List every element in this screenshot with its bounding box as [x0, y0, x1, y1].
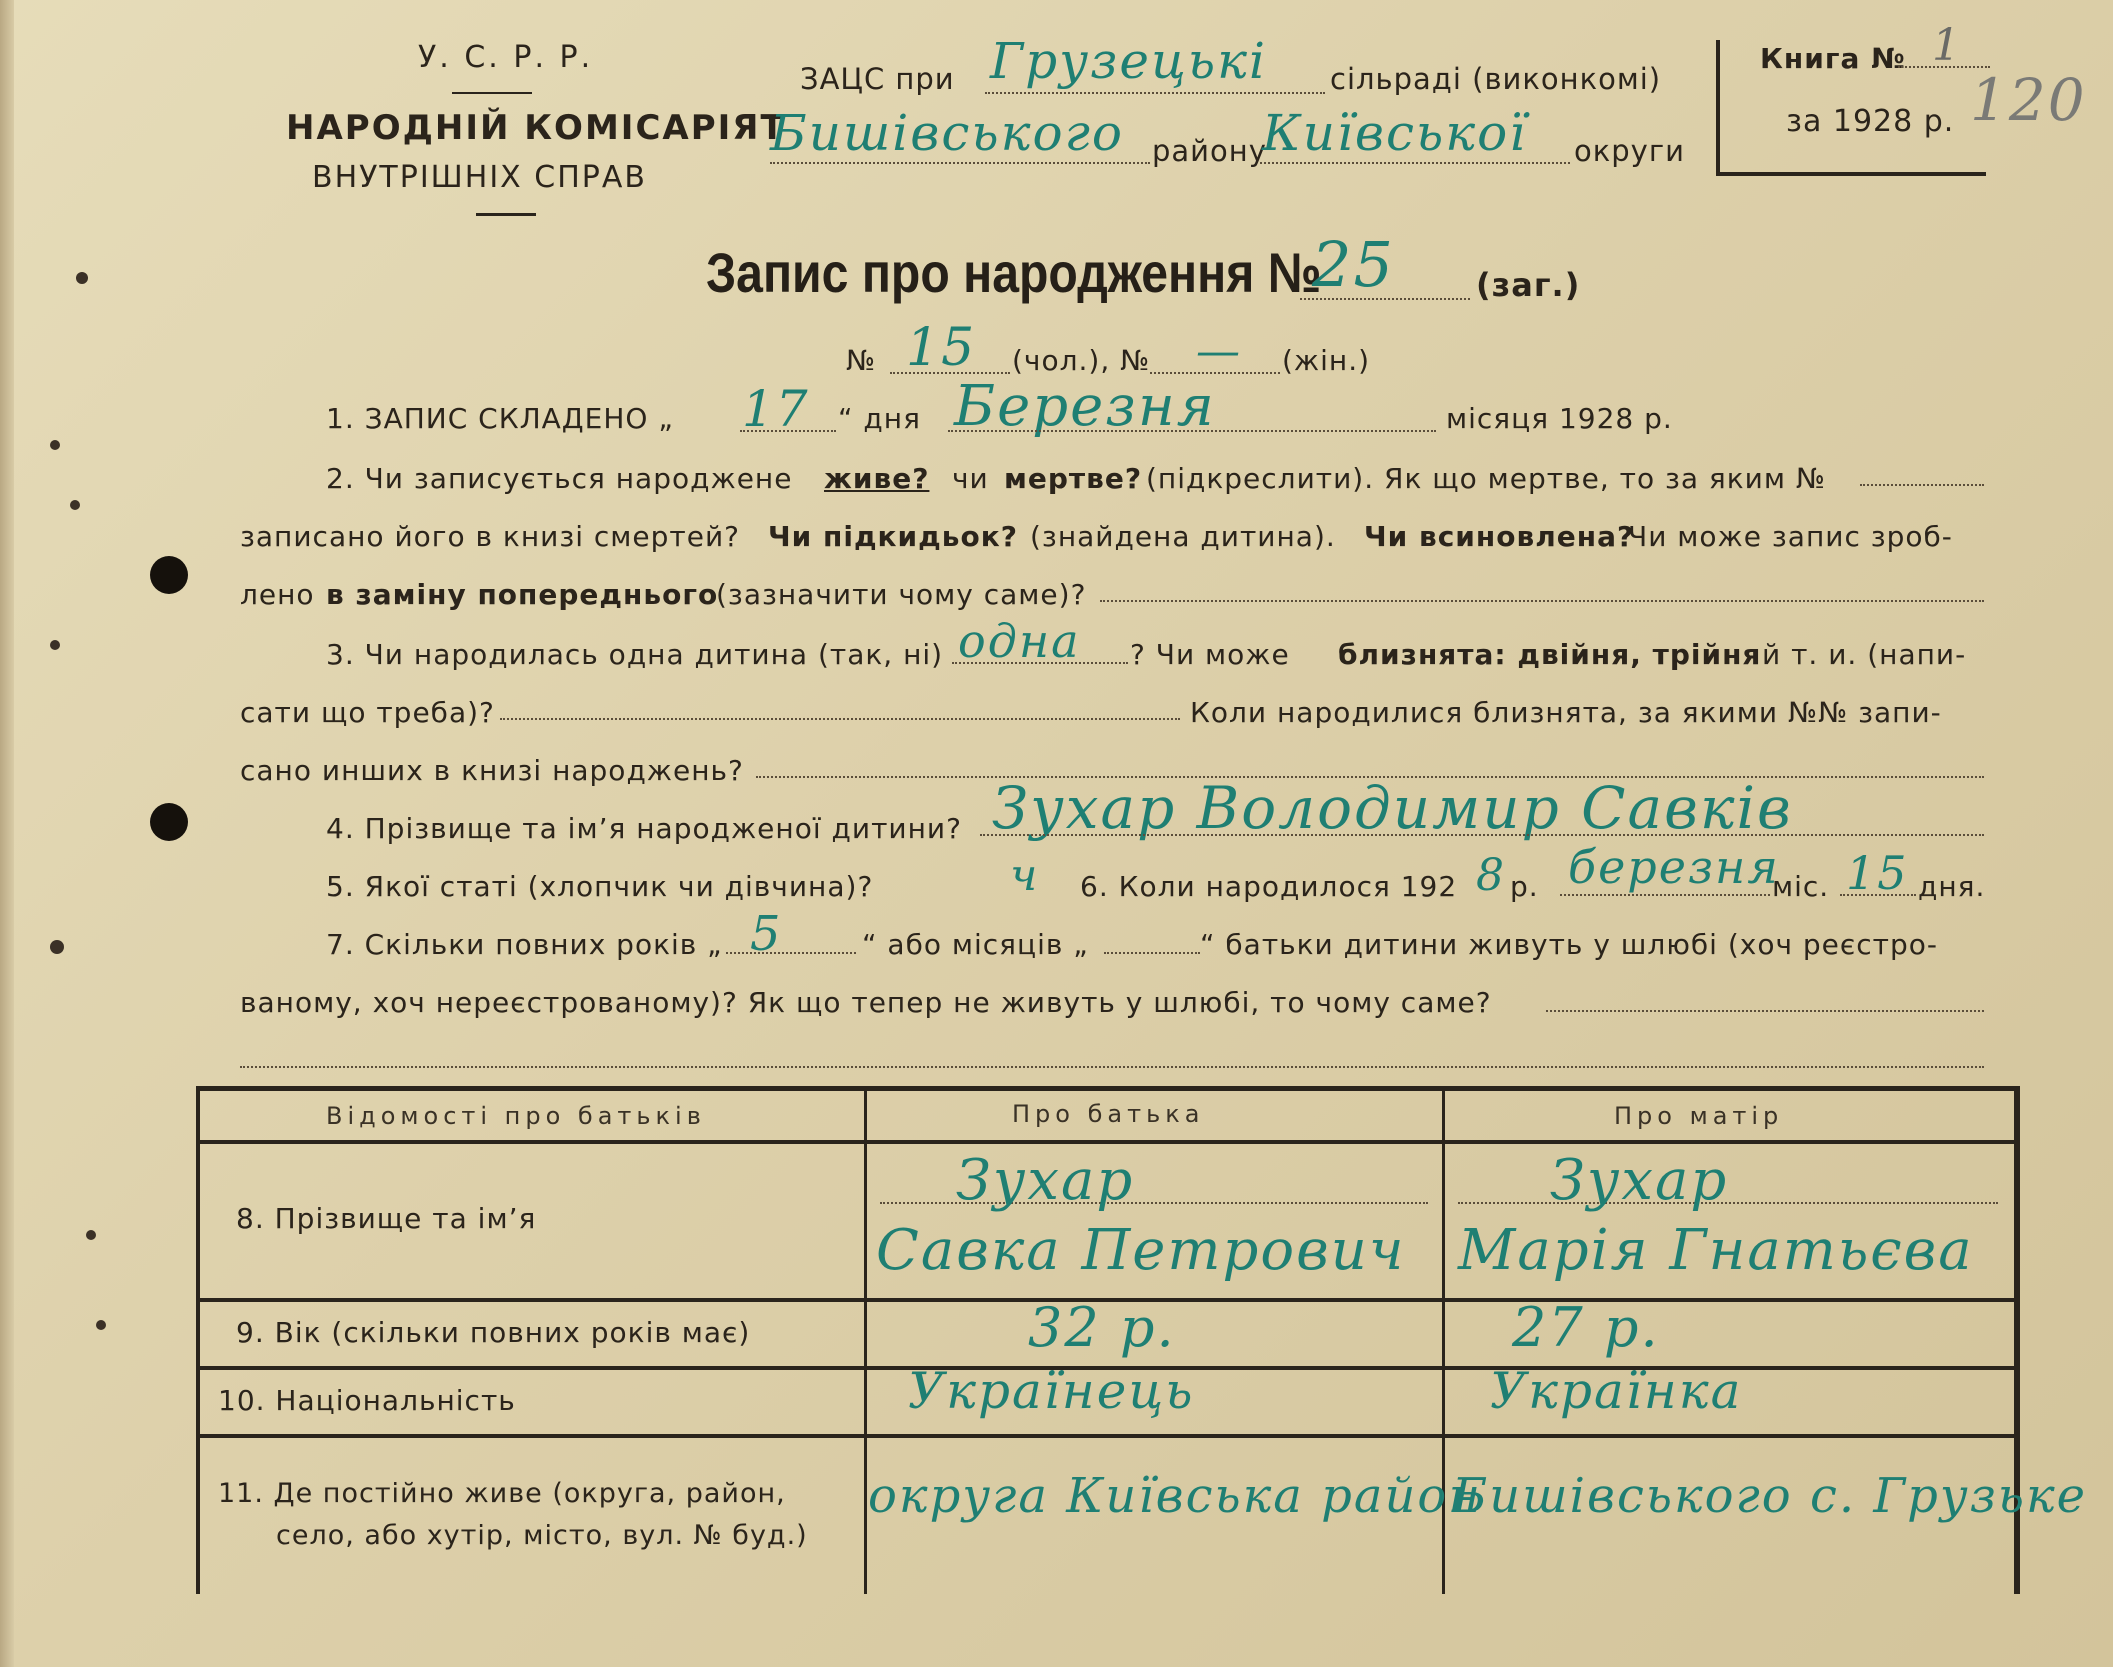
mother-surname-handwritten: Зухар	[1550, 1148, 1729, 1213]
q6-r: р.	[1510, 870, 1539, 903]
book-year: за 1928 р.	[1786, 104, 1955, 139]
raion-field	[770, 162, 1150, 164]
q7-years-handwritten: 5	[750, 906, 783, 962]
row-age-label: 9. Вік (скільки повних років має)	[236, 1316, 751, 1349]
q3-answer-handwritten: одна	[958, 614, 1081, 668]
father-surname-handwritten: Зухар	[956, 1148, 1135, 1213]
pin-mark	[76, 272, 88, 284]
okruga-label: округи	[1574, 134, 1685, 168]
pin-mark	[50, 440, 60, 450]
parents-table	[196, 1086, 2088, 1594]
record-title: Запис про народження №	[706, 241, 1322, 304]
q3-line2-a: сати що треба)?	[240, 696, 495, 729]
q7-reason-field-2	[240, 1066, 1984, 1068]
council-suffix: сільраді (виконкомі)	[1330, 62, 1662, 96]
q3-line1-b: ? Чи може	[1130, 638, 1290, 671]
q2-line2-c: (знайдена дитина).	[1030, 520, 1336, 553]
header-divider	[452, 92, 532, 94]
page-edge-shadow	[0, 0, 14, 1667]
table-header-mother: Про матір	[1614, 1102, 1784, 1130]
q2-alive-option[interactable]: живе?	[824, 462, 930, 495]
okruga-field	[1260, 162, 1570, 164]
q1-suffix: місяця 1928 р.	[1446, 402, 1673, 435]
male-label: (чол.), №	[1012, 344, 1151, 377]
q6-month-handwritten: березня	[1568, 840, 1780, 894]
q7-c: “ батьки дитини живуть у шлюбі (хоч реєстро-	[1200, 928, 1938, 961]
q5-label: 5. Якої статі (хлопчик чи дівчина)?	[326, 870, 874, 903]
row-name-label: 8. Прізвище та ім’я	[236, 1202, 537, 1235]
table-header-divider	[196, 1140, 2020, 1144]
raion-label: району	[1152, 134, 1267, 168]
header-ministry-line2: ВНУТРІШНІХ СПРАВ	[312, 160, 647, 195]
q4-child-name-handwritten: Зухар Володимир Савків	[992, 774, 1793, 842]
q1-month-handwritten: Березня	[954, 374, 1216, 439]
punch-hole-upper	[150, 556, 188, 594]
q1-day-field	[740, 430, 836, 432]
book-box-left-border	[1716, 40, 1720, 174]
book-box-bottom-border	[1716, 172, 1986, 176]
table-top-border	[196, 1086, 2020, 1091]
q2-replacement: в заміну попереднього	[326, 578, 719, 611]
q7-reason-field	[1546, 1010, 1984, 1012]
raion-handwritten: Бишівського	[770, 104, 1124, 162]
book-label: Книга №	[1760, 42, 1906, 75]
okruga-handwritten: Київської	[1262, 104, 1528, 162]
row-residence-label-2: село, або хутір, місто, вул. № буд.)	[276, 1520, 808, 1551]
male-number-handwritten: 15	[906, 318, 977, 378]
q6-mis: міс.	[1772, 870, 1830, 903]
father-residence-handwritten: округа Київська район	[868, 1468, 1482, 1524]
mother-nationality-handwritten: Українка	[1490, 1362, 1743, 1420]
table-header-father: Про батька	[1012, 1100, 1205, 1128]
q2-adopted: Чи всиновлена?	[1364, 520, 1635, 553]
q2-dead-option[interactable]: мертве?	[1004, 462, 1143, 495]
female-number-handwritten: —	[1196, 326, 1242, 377]
q2-line3-a: лено	[240, 578, 315, 611]
header-ministry-line1: НАРОДНІЙ КОМІСАРІЯТ	[286, 108, 786, 148]
q5-sex-handwritten: ч	[1010, 850, 1040, 901]
q7-a: 7. Скільки повних років „	[326, 928, 723, 961]
table-left-border	[196, 1086, 200, 1594]
q1-mid: “ дня	[838, 402, 921, 435]
q2-line1-a: 2. Чи записується народжене	[326, 462, 793, 495]
record-number-field	[1300, 298, 1470, 300]
mother-age-handwritten: 27 р.	[1512, 1296, 1660, 1359]
q3-line1-a: 3. Чи народилась одна дитина (так, ні)	[326, 638, 944, 671]
record-title-suffix: (заг.)	[1476, 266, 1581, 304]
punch-hole-lower	[150, 803, 188, 841]
q6-year-handwritten: 8	[1476, 850, 1506, 901]
record-number-handwritten: 25	[1312, 228, 1395, 301]
q3-twins-field	[500, 718, 1180, 720]
pin-mark	[96, 1320, 106, 1330]
table-header-parents: Відомості про батьків	[326, 1102, 706, 1130]
q2-line1-c: чи	[952, 462, 989, 495]
q4-child-name-field	[980, 834, 1984, 836]
q3-answer-field	[952, 662, 1128, 664]
q7-line2: ваному, хоч нереєстрованому)? Як що тепер не живуть у шлюбі, то чому саме?	[240, 986, 1492, 1019]
female-label: (жін.)	[1282, 344, 1371, 377]
village-field	[985, 92, 1325, 94]
q1-month-field	[948, 430, 1436, 432]
q2-reason-field	[1100, 600, 1984, 602]
table-col-divider-1	[864, 1086, 867, 1594]
q4-label: 4. Прізвище та ім’я народженої дитини?	[326, 812, 962, 845]
q2-death-number-field	[1860, 484, 1984, 486]
pin-mark	[50, 940, 64, 954]
sub-number-sign: №	[846, 344, 877, 377]
q1-day-handwritten: 17	[742, 380, 810, 438]
book-number-handwritten: 1	[1932, 20, 1962, 71]
header-state: У. С. Р. Р.	[418, 40, 594, 75]
header-divider-2	[476, 213, 536, 216]
q6-dnia: дня.	[1918, 870, 1986, 903]
mother-residence-handwritten: Бишівського с. Грузьке	[1452, 1468, 2088, 1524]
q2-line1-e: (підкреслити). Як що мертве, то за яким №	[1146, 462, 1827, 495]
pin-mark	[50, 640, 60, 650]
q2-line3-c: (зазначити чому саме)?	[716, 578, 1087, 611]
q6-month-field	[1560, 894, 1770, 896]
page-number-handwritten: 120	[1970, 66, 2087, 134]
q1-prefix: 1. ЗАПИС СКЛАДЕНО „	[326, 402, 674, 435]
q3-twins: близнята: двійня, трійня	[1338, 638, 1762, 671]
row-residence-label-1: 11. Де постійно живе (округа, район,	[218, 1478, 786, 1509]
q6-label: 6. Коли народилося 192	[1080, 870, 1458, 903]
table-row-divider-3	[196, 1434, 2020, 1438]
father-nationality-handwritten: Українець	[908, 1362, 1195, 1420]
q6-day-handwritten: 15	[1846, 846, 1909, 900]
father-name-handwritten: Савка Петрович	[876, 1218, 1406, 1283]
zags-prefix: ЗАЦС при	[800, 62, 955, 96]
father-age-handwritten: 32 р.	[1028, 1296, 1176, 1359]
q6-day-field	[1840, 894, 1916, 896]
village-handwritten: Грузецькі	[990, 32, 1267, 90]
q3-line1-d: й т. и. (напи-	[1762, 638, 1967, 671]
q7-months-field	[1104, 952, 1200, 954]
q3-line2-b: Коли народилися близнята, за якими №№ запи-	[1190, 696, 1942, 729]
q2-foundling: Чи підкидьок?	[768, 520, 1018, 553]
mother-name-handwritten: Марія Гнатьєва	[1458, 1218, 1974, 1283]
q2-line2-a: записано його в книзі смертей?	[240, 520, 741, 553]
q3-line3-a: сано инших в книзі народжень?	[240, 754, 744, 787]
row-nationality-label: 10. Національність	[218, 1384, 516, 1417]
q7-b: “ або місяців „	[862, 928, 1089, 961]
pin-mark	[70, 500, 80, 510]
q7-years-field	[726, 952, 856, 954]
q2-line2-e: Чи може запис зроб-	[1628, 520, 1953, 553]
pin-mark	[86, 1230, 96, 1240]
